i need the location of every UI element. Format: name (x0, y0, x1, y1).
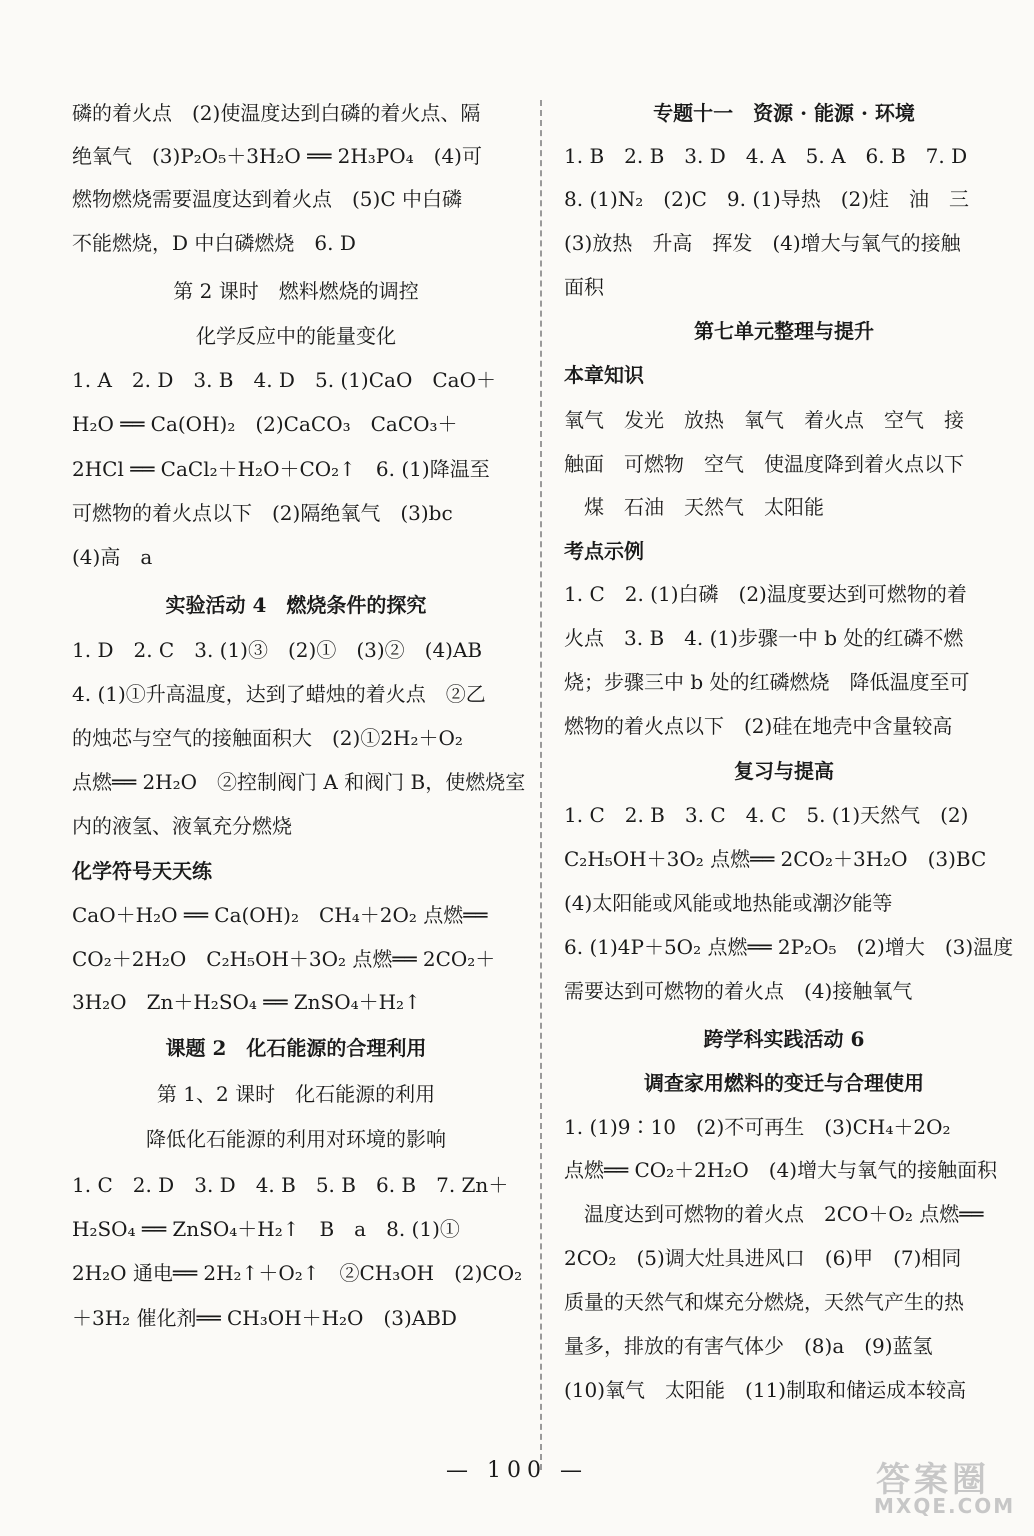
left-column-line: H₂SO₄ ══ ZnSO₄＋H₂↑ B a 8. (1)① (72, 1217, 460, 1241)
right-column-line: 温度达到可燃物的着火点 2CO＋O₂ 点燃══ (564, 1202, 984, 1226)
left-column-line: 1. C 2. D 3. D 4. B 5. B 6. B 7. Zn＋ (72, 1173, 509, 1197)
left-column-line: 3H₂O Zn＋H₂SO₄ ══ ZnSO₄＋H₂↑ (72, 990, 421, 1014)
left-column-line: (4)高 a (72, 545, 153, 569)
left-column-line: 点燃══ 2H₂O ②控制阀门 A 和阀门 B，使燃烧室 (72, 770, 526, 794)
right-column-line: 专题十一 资源 · 能源 · 环境 (653, 101, 915, 125)
column-divider (540, 100, 542, 1470)
right-column-line: 2CO₂ (5)调大灶具进风口 (6)甲 (7)相同 (564, 1246, 962, 1270)
right-column-line: 考点示例 (564, 539, 644, 563)
right-column-line: 氧气 发光 放热 氧气 着火点 空气 接 (564, 408, 964, 432)
left-column-line: CO₂＋2H₂O C₂H₅OH＋3O₂ 点燃══ 2CO₂＋ (72, 947, 496, 971)
left-column-line: 燃物燃烧需要温度达到着火点 (5)C 中白磷 (72, 187, 462, 211)
left-column-line: 1. D 2. C 3. (1)③ (2)① (3)② (4)AB (72, 638, 483, 662)
left-column-line: 2H₂O 通电══ 2H₂↑＋O₂↑ ②CH₃OH (2)CO₂ (72, 1261, 523, 1285)
watermark-en: MXQE.COM (874, 1494, 1016, 1518)
right-column-line: 调查家用燃料的变迁与合理使用 (644, 1071, 924, 1095)
right-column-line: 1. (1)9∶10 (2)不可再生 (3)CH₄＋2O₂ (564, 1115, 951, 1139)
right-column-line: 需要达到可燃物的着火点 (4)接触氧气 (564, 979, 913, 1003)
left-column-line: 绝氧气 (3)P₂O₅＋3H₂O ══ 2H₃PO₄ (4)可 (72, 144, 482, 168)
left-column-line: 4. (1)①升高温度，达到了蜡烛的着火点 ②乙 (72, 682, 486, 706)
right-column-line: (3)放热 升高 挥发 (4)增大与氧气的接触 (564, 231, 961, 255)
left-column-line: 不能燃烧，D 中白磷燃烧 6. D (72, 231, 356, 255)
left-column-line: 2HCl ══ CaCl₂＋H₂O＋CO₂↑ 6. (1)降温至 (72, 457, 490, 481)
left-column-line: 化学反应中的能量变化 (196, 324, 396, 348)
right-column-line: (10)氧气 太阳能 (11)制取和储运成本较高 (564, 1378, 967, 1402)
right-column-line: 复习与提高 (734, 759, 834, 783)
right-column-line: 6. (1)4P＋5O₂ 点燃══ 2P₂O₅ (2)增大 (3)温度 (564, 935, 1014, 959)
left-column-line: 降低化石能源的利用对环境的影响 (146, 1127, 446, 1151)
right-column-line: 量多，排放的有害气体少 (8)a (9)蓝氢 (564, 1334, 933, 1358)
right-column-line: 本章知识 (564, 363, 644, 387)
right-column-line: 面积 (564, 275, 604, 299)
watermark-logo (856, 1452, 1016, 1522)
left-column-line: 第 1、2 课时 化石能源的利用 (156, 1082, 436, 1106)
right-column-line: 1. C 2. (1)白磷 (2)温度要达到可燃物的着 (564, 582, 967, 606)
right-column-line: 1. B 2. B 3. D 4. A 5. A 6. B 7. D (564, 144, 968, 168)
left-column-line: CaO＋H₂O ══ Ca(OH)₂ CH₄＋2O₂ 点燃══ (72, 903, 488, 927)
right-column-line: 燃物的着火点以下 (2)硅在地壳中含量较高 (564, 714, 953, 738)
right-column-line: 第七单元整理与提升 (694, 319, 874, 343)
left-column-line: 化学符号天天练 (72, 859, 212, 883)
right-column-line: C₂H₅OH＋3O₂ 点燃══ 2CO₂＋3H₂O (3)BC (564, 847, 987, 871)
right-column-line: 触面 可燃物 空气 使温度降到着火点以下 (564, 452, 964, 476)
right-column-line: 质量的天然气和煤充分燃烧，天然气产生的热 (564, 1290, 964, 1314)
watermark-cn: 答案圈 (876, 1460, 990, 1500)
left-column-line: 可燃物的着火点以下 (2)隔绝氧气 (3)bc (72, 501, 453, 525)
right-column-line: 烧；步骤三中 b 处的红磷燃烧 降低温度至可 (564, 670, 970, 694)
right-column-line: 跨学科实践活动 6 (703, 1027, 865, 1051)
left-column-line: 内的液氢、液氧充分燃烧 (72, 814, 292, 838)
left-column-line: 课题 2 化石能源的合理利用 (165, 1036, 427, 1060)
left-column-line: 实验活动 4 燃烧条件的探究 (165, 593, 427, 617)
left-column-line: ＋3H₂ 催化剂══ CH₃OH＋H₂O (3)ABD (72, 1306, 457, 1330)
right-column-line: 火点 3. B 4. (1)步骤一中 b 处的红磷不燃 (564, 626, 964, 650)
right-column-line: 8. (1)N₂ (2)C 9. (1)导热 (2)炷 油 三 (564, 187, 970, 211)
right-column-line: 1. C 2. B 3. C 4. C 5. (1)天然气 (2) (564, 803, 969, 827)
page-number: — 100 — (446, 1458, 588, 1483)
left-column-line: 1. A 2. D 3. B 4. D 5. (1)CaO CaO＋ (72, 368, 496, 392)
right-column-line: 煤 石油 天然气 太阳能 (564, 495, 824, 519)
left-column-line: 第 2 课时 燃料燃烧的调控 (173, 279, 419, 303)
right-column-line: (4)太阳能或风能或地热能或潮汐能等 (564, 891, 893, 915)
right-column-line: 点燃══ CO₂＋2H₂O (4)增大与氧气的接触面积 (564, 1158, 998, 1182)
left-column-line: 的烛芯与空气的接触面积大 (2)①2H₂＋O₂ (72, 726, 463, 750)
left-column-line: H₂O ══ Ca(OH)₂ (2)CaCO₃ CaCO₃＋ (72, 412, 458, 436)
left-column-line: 磷的着火点 (2)使温度达到白磷的着火点、隔 (72, 101, 481, 125)
